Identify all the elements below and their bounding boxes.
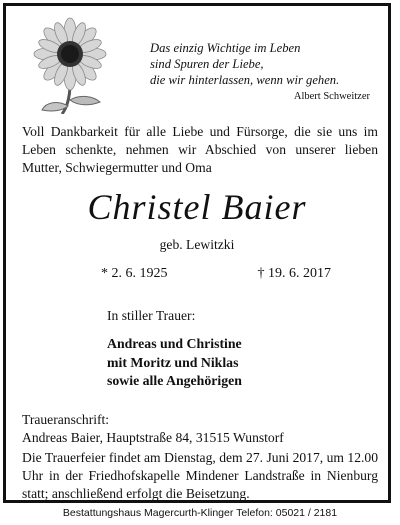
quote-author: Albert Schweitzer <box>293 91 370 102</box>
quote-line: die wir hinterlassen, wenn wir gehen. <box>150 73 340 87</box>
address-label: Traueranschrift: <box>22 412 110 427</box>
mourner-line: sowie alle Angehörigen <box>107 373 242 388</box>
address-value: Andreas Baier, Hauptstraße 84, 31515 Wunstorf <box>22 430 284 445</box>
mourning-address <box>22 411 284 447</box>
mourner-line: Andreas und Christine <box>107 336 242 351</box>
birth-name: geb. Lewitzki <box>159 237 235 252</box>
deceased-name: Christel Baier <box>87 187 307 227</box>
birth-date: * 2. 6. 1925 <box>101 266 168 281</box>
epitaph-quote <box>150 40 370 88</box>
mourners-list <box>107 335 242 391</box>
mourner-line: mit Moritz und Niklas <box>107 354 239 370</box>
mourning-label: In stiller Trauer: <box>107 308 196 323</box>
death-date: † 19. 6. 2017 <box>257 266 331 281</box>
intro-text: Voll Dankbarkeit für alle Liebe und Fürsorge, die sie uns im Leben schenkte, nehmen wir Abschied von unserer lieben Mutter, Schwiegermutter und Oma <box>22 124 378 175</box>
funeral-service-notice: Die Trauerfeier findet am Dienstag, dem 27. Juni 2017, um 12.00 Uhr in der Friedhofskapelle Mindener Landstraße in Nienburg statt; anschließend erfolgt die Beisetzung. <box>22 450 378 501</box>
quote-line: Das einzig Wichtige im Leben <box>150 41 301 55</box>
obituary-card <box>3 3 391 503</box>
sunflower-illustration <box>18 14 138 114</box>
funeral-home-footer: Bestattungshaus Magercurth-Klinger Telefon: 05021 / 2181 <box>62 507 338 519</box>
quote-line: sind Spuren der Liebe, <box>150 57 264 71</box>
